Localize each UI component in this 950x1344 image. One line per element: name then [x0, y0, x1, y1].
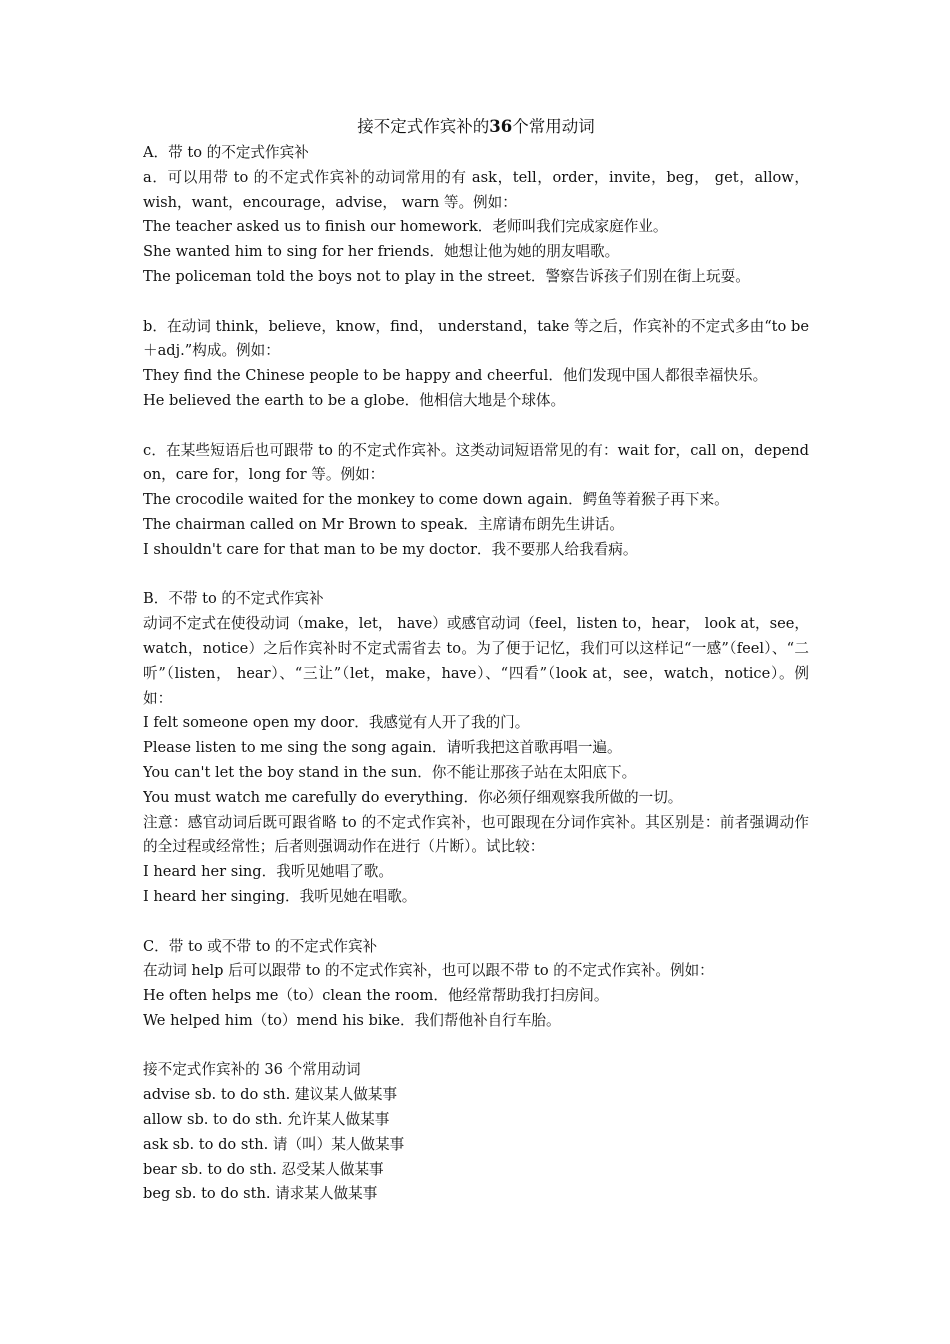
- verb-list-heading: 接不定式作宾补的 36 个常用动词: [143, 1061, 361, 1079]
- section-b-note: 注意：感官动词后既可跟省略 to 的不定式作宾补，也可跟现在分词作宾补。其区别是：前者强调动作的全过程或经常性；后者则强调动作在进行（片断）。试比较：: [143, 813, 809, 856]
- document-page: [143, 114, 809, 1207]
- section-c-text: 在动词 help 后可以跟带 to 的不定式作宾补，也可以跟不带 to 的不定式作宾补。例如：: [143, 962, 714, 980]
- spacer: [143, 1034, 809, 1059]
- example-sentence: He often helps me（to）clean the room．他经常帮助我打扫房间。: [143, 987, 609, 1005]
- title-number: 36: [489, 117, 513, 136]
- example-sentence: You must watch me carefully do everything．你必须仔细观察我所做的一切。: [143, 788, 683, 806]
- section-a-a-text: a．可以用带 to 的不定式作宾补的动词常用的有 ask，tell，order，invite，beg， get，allow，wish，want，encourage，advise， warn 等。例如：: [143, 168, 809, 211]
- example-sentence: The chairman called on Mr Brown to speak．主席请布朗先生讲话。: [143, 515, 624, 533]
- spacer: [143, 414, 809, 439]
- section-a-b-text: b．在动词 think，believe，know，find， understand，take 等之后，作宾补的不定式多由“to be ＋adj.”构成。例如：: [143, 317, 809, 360]
- verb-list-item: advise sb. to do sth. 建议某人做某事: [143, 1086, 398, 1104]
- compare-sentence: I heard her singing．我听见她在唱歌。: [143, 887, 417, 905]
- title-prefix: 接不定式作宾补的: [357, 117, 490, 136]
- section-a-c-text: c．在某些短语后也可跟带 to 的不定式作宾补。这类动词短语常见的有：wait for，call on，depend on，care for，long for 等。例如：: [143, 441, 809, 484]
- verb-list-item: bear sb. to do sth. 忍受某人做某事: [143, 1160, 384, 1178]
- example-sentence: The teacher asked us to finish our homework．老师叫我们完成家庭作业。: [143, 218, 668, 236]
- section-a-heading: A．带 to 的不定式作宾补: [143, 144, 309, 161]
- spacer: [143, 563, 809, 588]
- example-sentence: Please listen to me sing the song again．请听我把这首歌再唱一遍。: [143, 739, 622, 757]
- spacer: [143, 290, 809, 315]
- example-sentence: He believed the earth to be a globe．他相信大地是个球体。: [143, 391, 566, 409]
- example-sentence: The policeman told the boys not to play in the street．警察告诉孩子们别在街上玩耍。: [143, 267, 750, 285]
- example-sentence: She wanted him to sing for her friends．她想让他为她的朋友唱歌。: [143, 243, 620, 261]
- title-suffix: 个常用动词: [512, 117, 595, 136]
- example-sentence: I felt someone open my door．我感觉有人开了我的门。: [143, 714, 530, 732]
- verb-list-item: allow sb. to do sth. 允许某人做某事: [143, 1111, 390, 1129]
- verb-list-item: ask sb. to do sth. 请（叫）某人做某事: [143, 1135, 405, 1153]
- spacer: [143, 910, 809, 935]
- section-b-text: 动词不定式在使役动词（make，let， have）或感官动词（feel，listen to，hear， look at，see，watch，notice）之后作宾补时不定式需省去 to。为了便于记忆，我们可以这样记“一感”（feel）、“二听”（listen， hear）、“三让”（let，make，have）、“四看”（look at，see，watch，notice）。例如：: [143, 615, 809, 707]
- section-b-heading: B．不带 to 的不定式作宾补: [143, 590, 324, 608]
- example-sentence: I shouldn't care for that man to be my doctor．我不要那人给我看病。: [143, 540, 638, 558]
- example-sentence: We helped him（to）mend his bike．我们帮他补自行车胎。: [143, 1011, 561, 1029]
- compare-sentence: I heard her sing．我听见她唱了歌。: [143, 863, 393, 881]
- document-title: [143, 114, 809, 140]
- example-sentence: You can't let the boy stand in the sun．你不能让那孩子站在太阳底下。: [143, 763, 637, 781]
- example-sentence: The crocodile waited for the monkey to come down again．鳄鱼等着猴子再下来。: [143, 491, 729, 509]
- example-sentence: They find the Chinese people to be happy and cheerful．他们发现中国人都很幸福快乐。: [143, 367, 768, 385]
- verb-list-item: beg sb. to do sth. 请求某人做某事: [143, 1185, 378, 1203]
- section-c-heading: C．带 to 或不带 to 的不定式作宾补: [143, 937, 378, 955]
